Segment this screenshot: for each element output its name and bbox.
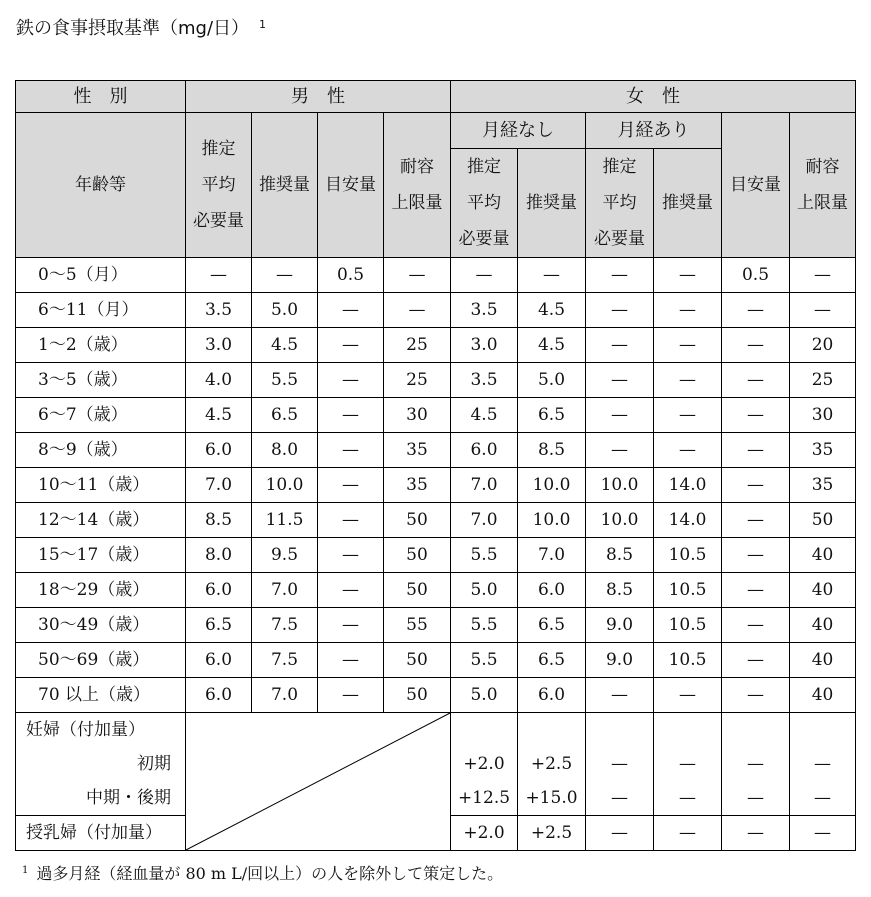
value-cell: — xyxy=(654,398,722,433)
value-cell: 6.5 xyxy=(518,608,586,643)
value-cell: 6.5 xyxy=(252,398,318,433)
footnote-text: 過多月経（経血量が 80 m L/回以上）の人を除外して策定した。 xyxy=(36,864,504,883)
iron-intake-table xyxy=(15,80,856,851)
value-cell: 8.5 xyxy=(586,538,654,573)
value-cell: — xyxy=(654,328,722,363)
header-no-menses: 月経なし xyxy=(451,113,586,149)
value-cell: 4.5 xyxy=(451,398,518,433)
value-cell: — xyxy=(318,678,384,713)
value-cell: 40 xyxy=(790,678,856,713)
value-cell: 40 xyxy=(790,538,856,573)
value-cell: 7.0 xyxy=(252,573,318,608)
value-cell: 5.5 xyxy=(252,363,318,398)
value-cell: 8.5 xyxy=(186,503,252,538)
value-cell: — xyxy=(318,328,384,363)
value-cell: — xyxy=(722,328,790,363)
value-cell: — xyxy=(654,433,722,468)
value-cell: 5.0 xyxy=(252,293,318,328)
value-cell: 35 xyxy=(384,433,451,468)
value-cell: 8.0 xyxy=(186,538,252,573)
value-cell: 3.0 xyxy=(451,328,518,363)
value-cell: — xyxy=(586,816,654,851)
value-cell: — xyxy=(318,363,384,398)
value-cell: — xyxy=(722,573,790,608)
value-cell: — xyxy=(384,258,451,293)
header-female-ai: 目安量 xyxy=(722,113,790,258)
value-cell: — xyxy=(722,747,790,781)
value-cell: 14.0 xyxy=(654,468,722,503)
header-male-ul: 耐容 上限量 xyxy=(384,113,451,258)
value-cell: — xyxy=(586,363,654,398)
stage-label: 中期・後期 xyxy=(16,781,186,816)
age-cell: 15～17（歳） xyxy=(16,538,186,573)
header-male: 男 性 xyxy=(186,81,451,113)
value-cell: 3.5 xyxy=(186,293,252,328)
value-cell: — xyxy=(186,258,252,293)
age-cell: 50～69（歳） xyxy=(16,643,186,678)
value-cell: 14.0 xyxy=(654,503,722,538)
header-male-rda: 推奨量 xyxy=(252,113,318,258)
value-cell: 30 xyxy=(790,398,856,433)
table-row xyxy=(16,468,856,503)
value-cell: 11.5 xyxy=(252,503,318,538)
header-no-menses-rda: 推奨量 xyxy=(518,149,586,258)
value-cell: 10.0 xyxy=(518,468,586,503)
value-cell: — xyxy=(722,781,790,816)
table-row xyxy=(16,293,856,328)
value-cell: 40 xyxy=(790,608,856,643)
value-cell: 35 xyxy=(384,468,451,503)
value-cell: — xyxy=(722,363,790,398)
value-cell: 10.5 xyxy=(654,643,722,678)
value-cell: 35 xyxy=(790,468,856,503)
value-cell: 6.0 xyxy=(186,643,252,678)
value-cell: 50 xyxy=(384,538,451,573)
value-cell: — xyxy=(722,608,790,643)
value-cell: 7.5 xyxy=(252,643,318,678)
value-cell: — xyxy=(318,538,384,573)
age-cell: 10～11（歳） xyxy=(16,468,186,503)
value-cell: 8.5 xyxy=(586,573,654,608)
value-cell: — xyxy=(318,468,384,503)
value-cell: — xyxy=(384,293,451,328)
value-cell: 7.0 xyxy=(252,678,318,713)
value-cell: 50 xyxy=(384,643,451,678)
value-cell: — xyxy=(318,573,384,608)
value-cell: — xyxy=(790,816,856,851)
table-row xyxy=(16,258,856,293)
value-cell: — xyxy=(722,643,790,678)
value-cell: 6.0 xyxy=(518,573,586,608)
value-cell: 3.0 xyxy=(186,328,252,363)
value-cell: — xyxy=(586,433,654,468)
value-cell: 50 xyxy=(384,573,451,608)
value-cell: 5.5 xyxy=(451,538,518,573)
value-cell: — xyxy=(451,258,518,293)
age-cell: 70 以上（歳） xyxy=(16,678,186,713)
value-cell: — xyxy=(654,747,722,781)
header-with-menses-rda: 推奨量 xyxy=(654,149,722,258)
value-cell: 10.0 xyxy=(586,468,654,503)
value-cell: 7.0 xyxy=(186,468,252,503)
value-cell: 6.0 xyxy=(518,678,586,713)
value-cell: — xyxy=(318,608,384,643)
table-row xyxy=(16,678,856,713)
value-cell: 50 xyxy=(790,503,856,538)
header-with-menses-ear: 推定 平均 必要量 xyxy=(586,149,654,258)
value-cell: 25 xyxy=(384,363,451,398)
header-sex: 性 別 xyxy=(16,81,186,113)
footnote-ref: 1 xyxy=(259,18,267,31)
header-with-menses: 月経あり xyxy=(586,113,722,149)
value-cell: 3.5 xyxy=(451,293,518,328)
value-cell: 6.0 xyxy=(186,678,252,713)
value-cell: 55 xyxy=(384,608,451,643)
value-cell: 35 xyxy=(790,433,856,468)
age-cell: 6～7（歳） xyxy=(16,398,186,433)
value-cell: 3.5 xyxy=(451,363,518,398)
age-cell: 30～49（歳） xyxy=(16,608,186,643)
value-cell: 6.0 xyxy=(451,433,518,468)
table-row xyxy=(16,608,856,643)
value-cell: 9.5 xyxy=(252,538,318,573)
value-cell: — xyxy=(252,258,318,293)
value-cell: 0.5 xyxy=(722,258,790,293)
value-cell: 7.0 xyxy=(451,503,518,538)
footnote-mark: 1 xyxy=(22,864,29,876)
page-title xyxy=(16,14,266,40)
value-cell: +15.0 xyxy=(518,781,586,816)
value-cell: 10.0 xyxy=(586,503,654,538)
value-cell: 8.5 xyxy=(518,433,586,468)
value-cell: 50 xyxy=(384,503,451,538)
value-cell: — xyxy=(518,258,586,293)
value-cell: — xyxy=(586,398,654,433)
header-female-ul: 耐容 上限量 xyxy=(790,113,856,258)
table-row xyxy=(16,363,856,398)
value-cell: — xyxy=(586,678,654,713)
value-cell: 7.5 xyxy=(252,608,318,643)
empty-cell xyxy=(722,713,790,748)
value-cell: — xyxy=(318,398,384,433)
value-cell: 9.0 xyxy=(586,643,654,678)
age-cell: 12～14（歳） xyxy=(16,503,186,538)
value-cell: 5.5 xyxy=(451,608,518,643)
value-cell: 7.0 xyxy=(451,468,518,503)
value-cell: 6.0 xyxy=(186,573,252,608)
age-cell: 6～11（月） xyxy=(16,293,186,328)
empty-cell xyxy=(586,713,654,748)
value-cell: 4.5 xyxy=(186,398,252,433)
diagonal-line xyxy=(186,713,450,850)
value-cell: 50 xyxy=(384,678,451,713)
age-cell: 1～2（歳） xyxy=(16,328,186,363)
value-cell: +12.5 xyxy=(451,781,518,816)
title-text: 鉄の食事摂取基準（mg/日） xyxy=(16,18,250,39)
value-cell: 25 xyxy=(790,363,856,398)
value-cell: 5.0 xyxy=(451,678,518,713)
value-cell: 4.5 xyxy=(518,293,586,328)
empty-cell xyxy=(790,713,856,748)
value-cell: — xyxy=(654,293,722,328)
value-cell: — xyxy=(654,816,722,851)
table-row xyxy=(16,573,856,608)
value-cell: — xyxy=(722,503,790,538)
value-cell: — xyxy=(790,293,856,328)
stage-label: 初期 xyxy=(16,747,186,781)
value-cell: 30 xyxy=(384,398,451,433)
value-cell: 25 xyxy=(384,328,451,363)
value-cell: — xyxy=(722,538,790,573)
table-row-pregnant xyxy=(16,713,856,748)
value-cell: 5.5 xyxy=(451,643,518,678)
empty-cell xyxy=(654,713,722,748)
age-cell: 0～5（月） xyxy=(16,258,186,293)
footnote xyxy=(22,861,503,884)
value-cell: — xyxy=(790,781,856,816)
value-cell: 7.0 xyxy=(518,538,586,573)
age-cell: 18～29（歳） xyxy=(16,573,186,608)
value-cell: — xyxy=(654,258,722,293)
value-cell: +2.5 xyxy=(518,747,586,781)
value-cell: — xyxy=(318,293,384,328)
value-cell: — xyxy=(586,258,654,293)
value-cell: — xyxy=(654,678,722,713)
table-row xyxy=(16,398,856,433)
value-cell: 10.5 xyxy=(654,573,722,608)
value-cell: — xyxy=(654,781,722,816)
value-cell: 6.5 xyxy=(518,398,586,433)
value-cell: — xyxy=(790,258,856,293)
value-cell: — xyxy=(722,816,790,851)
header-no-menses-ear: 推定 平均 必要量 xyxy=(451,149,518,258)
age-cell: 3～5（歳） xyxy=(16,363,186,398)
value-cell: 5.0 xyxy=(518,363,586,398)
header-age: 年齢等 xyxy=(16,113,186,258)
value-cell: 10.5 xyxy=(654,608,722,643)
value-cell: 4.5 xyxy=(252,328,318,363)
value-cell: 10.0 xyxy=(252,468,318,503)
value-cell: +2.0 xyxy=(451,816,518,851)
value-cell: 40 xyxy=(790,573,856,608)
pregnant-label: 妊婦（付加量） xyxy=(16,713,186,748)
header-male-ai: 目安量 xyxy=(318,113,384,258)
header-male-ear: 推定 平均 必要量 xyxy=(186,113,252,258)
value-cell: — xyxy=(586,328,654,363)
age-cell: 8～9（歳） xyxy=(16,433,186,468)
value-cell: — xyxy=(586,781,654,816)
value-cell: 9.0 xyxy=(586,608,654,643)
value-cell: 40 xyxy=(790,643,856,678)
table-row xyxy=(16,433,856,468)
value-cell: — xyxy=(586,293,654,328)
lactating-label: 授乳婦（付加量） xyxy=(16,816,186,851)
value-cell: 10.5 xyxy=(654,538,722,573)
value-cell: — xyxy=(722,678,790,713)
value-cell: — xyxy=(722,433,790,468)
value-cell: 6.0 xyxy=(186,433,252,468)
value-cell: — xyxy=(318,503,384,538)
value-cell: 5.0 xyxy=(451,573,518,608)
table-row xyxy=(16,643,856,678)
value-cell: 6.5 xyxy=(186,608,252,643)
value-cell: — xyxy=(722,398,790,433)
empty-cell xyxy=(451,713,518,748)
value-cell: 6.5 xyxy=(518,643,586,678)
value-cell: +2.0 xyxy=(451,747,518,781)
header-female: 女 性 xyxy=(451,81,856,113)
value-cell: — xyxy=(790,747,856,781)
value-cell: 10.0 xyxy=(518,503,586,538)
table-row xyxy=(16,503,856,538)
value-cell: — xyxy=(654,363,722,398)
value-cell: — xyxy=(318,643,384,678)
value-cell: 20 xyxy=(790,328,856,363)
value-cell: 4.5 xyxy=(518,328,586,363)
value-cell: — xyxy=(586,747,654,781)
value-cell: — xyxy=(318,433,384,468)
empty-cell xyxy=(518,713,586,748)
value-cell: — xyxy=(722,293,790,328)
table-row xyxy=(16,538,856,573)
value-cell: — xyxy=(722,468,790,503)
value-cell: +2.5 xyxy=(518,816,586,851)
value-cell: 8.0 xyxy=(252,433,318,468)
value-cell: 0.5 xyxy=(318,258,384,293)
value-cell: 4.0 xyxy=(186,363,252,398)
diagonal-empty-cell xyxy=(186,713,451,851)
table-row xyxy=(16,328,856,363)
